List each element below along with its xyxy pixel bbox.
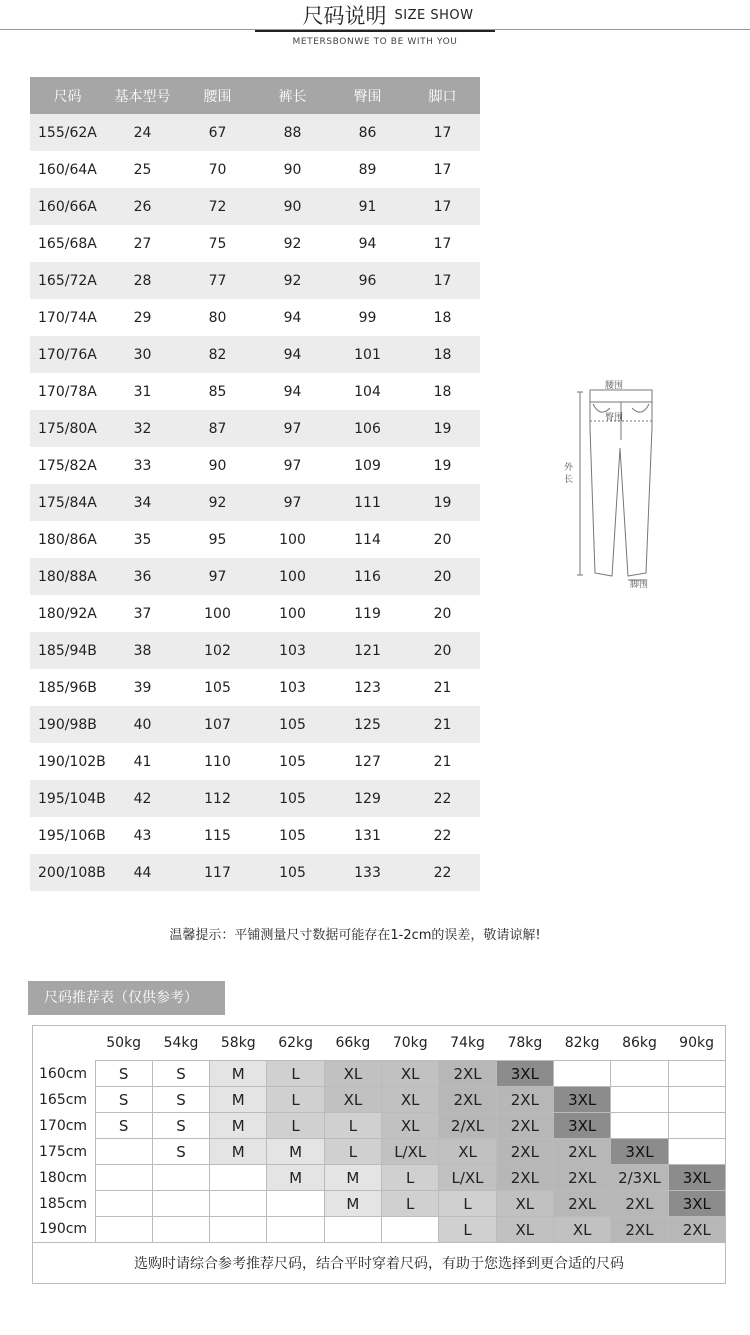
size-cell: 17 — [405, 151, 480, 188]
size-cell: 86 — [330, 114, 405, 151]
size-cell: 35 — [105, 521, 180, 558]
pants-diagram — [560, 378, 670, 593]
size-cell: 37 — [105, 595, 180, 632]
size-cell: 38 — [105, 632, 180, 669]
weight-header: 50kg — [95, 1026, 152, 1061]
recommend-cell: 3XL — [611, 1139, 668, 1165]
size-cell: 94 — [255, 299, 330, 336]
size-cell: 17 — [405, 225, 480, 262]
recommend-cell: XL — [496, 1217, 553, 1243]
size-cell: 92 — [255, 225, 330, 262]
size-cell: 105 — [255, 817, 330, 854]
size-cell: 175/82A — [30, 447, 105, 484]
recommend-cell — [611, 1113, 668, 1139]
weight-header: 66kg — [324, 1026, 381, 1061]
recommend-cell: S — [152, 1139, 209, 1165]
size-row — [30, 706, 480, 743]
size-cell: 94 — [255, 373, 330, 410]
height-label: 170cm — [33, 1113, 96, 1139]
recommend-table — [32, 1025, 726, 1284]
size-row — [30, 780, 480, 817]
size-row — [30, 299, 480, 336]
recommend-cell: S — [152, 1061, 209, 1087]
page-title-en: SIZE SHOW — [394, 7, 474, 23]
size-cell: 127 — [330, 743, 405, 780]
waist-label: 腰围 — [605, 381, 624, 391]
weight-header: 70kg — [382, 1026, 439, 1061]
size-cell: 94 — [330, 225, 405, 262]
recommend-cell: 2XL — [554, 1139, 611, 1165]
size-cell: 18 — [405, 299, 480, 336]
size-col-header: 腰围 — [180, 77, 255, 114]
size-cell: 112 — [180, 780, 255, 817]
size-cell: 20 — [405, 632, 480, 669]
weight-header: 54kg — [152, 1026, 209, 1061]
recommend-corner — [33, 1026, 96, 1061]
size-cell: 160/66A — [30, 188, 105, 225]
size-cell: 131 — [330, 817, 405, 854]
recommend-cell — [382, 1217, 439, 1243]
brand-subtitle: METERSBONWE TO BE WITH YOU — [292, 37, 458, 47]
size-cell: 116 — [330, 558, 405, 595]
size-row — [30, 262, 480, 299]
size-row — [30, 669, 480, 706]
recommend-cell: 2XL — [496, 1113, 553, 1139]
size-cell: 20 — [405, 595, 480, 632]
recommend-cell: XL — [554, 1217, 611, 1243]
recommend-cell: 2XL — [496, 1165, 553, 1191]
size-cell: 22 — [405, 780, 480, 817]
size-cell: 180/88A — [30, 558, 105, 595]
size-cell: 160/64A — [30, 151, 105, 188]
size-cell: 155/62A — [30, 114, 105, 151]
recommend-row — [33, 1191, 726, 1217]
size-row — [30, 632, 480, 669]
recommend-cell: S — [152, 1087, 209, 1113]
recommend-cell — [152, 1191, 209, 1217]
recommend-cell: L — [382, 1191, 439, 1217]
recommend-cell — [668, 1113, 725, 1139]
size-cell: 90 — [255, 188, 330, 225]
size-cell: 17 — [405, 188, 480, 225]
size-row — [30, 743, 480, 780]
recommend-cell — [210, 1217, 267, 1243]
size-cell: 170/76A — [30, 336, 105, 373]
recommend-cell: L — [267, 1061, 324, 1087]
size-cell: 92 — [255, 262, 330, 299]
size-row — [30, 521, 480, 558]
recommend-cell: 2XL — [496, 1139, 553, 1165]
size-cell: 27 — [105, 225, 180, 262]
size-cell: 20 — [405, 521, 480, 558]
size-cell: 95 — [180, 521, 255, 558]
size-cell: 165/68A — [30, 225, 105, 262]
size-cell: 96 — [330, 262, 405, 299]
recommend-cell: 2XL — [668, 1217, 725, 1243]
size-cell: 107 — [180, 706, 255, 743]
size-row — [30, 595, 480, 632]
size-cell: 28 — [105, 262, 180, 299]
size-cell: 31 — [105, 373, 180, 410]
size-cell: 19 — [405, 410, 480, 447]
size-cell: 109 — [330, 447, 405, 484]
recommend-row — [33, 1087, 726, 1113]
recommend-cell: L — [267, 1113, 324, 1139]
size-cell: 30 — [105, 336, 180, 373]
length-label-2: 长 — [564, 475, 574, 485]
recommend-cell: L — [439, 1217, 496, 1243]
size-row — [30, 484, 480, 521]
recommend-cell: S — [95, 1061, 152, 1087]
size-cell: 195/106B — [30, 817, 105, 854]
recommend-cell — [210, 1191, 267, 1217]
size-cell: 26 — [105, 188, 180, 225]
size-col-header: 裤长 — [255, 77, 330, 114]
size-table — [30, 77, 480, 891]
size-cell: 33 — [105, 447, 180, 484]
recommend-cell: XL — [324, 1061, 381, 1087]
weight-header: 58kg — [210, 1026, 267, 1061]
size-cell: 22 — [405, 854, 480, 891]
recommend-cell — [324, 1217, 381, 1243]
recommend-cell: XL — [382, 1087, 439, 1113]
size-cell: 20 — [405, 558, 480, 595]
title-underline — [255, 30, 495, 32]
weight-header: 90kg — [668, 1026, 725, 1061]
size-cell: 180/86A — [30, 521, 105, 558]
recommend-cell: S — [95, 1113, 152, 1139]
size-cell: 105 — [180, 669, 255, 706]
size-cell: 200/108B — [30, 854, 105, 891]
size-cell: 70 — [180, 151, 255, 188]
recommend-cell: M — [324, 1165, 381, 1191]
size-cell: 165/72A — [30, 262, 105, 299]
hem-label: 脚围 — [630, 580, 649, 590]
size-cell: 103 — [255, 632, 330, 669]
recommend-cell — [152, 1165, 209, 1191]
recommend-cell: L — [267, 1087, 324, 1113]
size-cell: 89 — [330, 151, 405, 188]
weight-header: 86kg — [611, 1026, 668, 1061]
size-cell: 19 — [405, 447, 480, 484]
size-cell: 90 — [255, 151, 330, 188]
size-cell: 123 — [330, 669, 405, 706]
recommend-cell — [611, 1061, 668, 1087]
size-cell: 105 — [255, 706, 330, 743]
size-cell: 72 — [180, 188, 255, 225]
size-cell: 97 — [255, 447, 330, 484]
recommend-cell — [95, 1191, 152, 1217]
size-cell: 180/92A — [30, 595, 105, 632]
size-cell: 67 — [180, 114, 255, 151]
size-cell: 87 — [180, 410, 255, 447]
size-cell: 103 — [255, 669, 330, 706]
size-col-header: 尺码 — [30, 77, 105, 114]
recommend-cell: 2/XL — [439, 1113, 496, 1139]
recommend-header — [33, 1026, 726, 1061]
size-cell: 75 — [180, 225, 255, 262]
size-cell: 114 — [330, 521, 405, 558]
size-cell: 32 — [105, 410, 180, 447]
size-row — [30, 447, 480, 484]
size-cell: 100 — [255, 521, 330, 558]
size-cell: 190/98B — [30, 706, 105, 743]
recommend-cell: M — [210, 1087, 267, 1113]
size-cell: 185/94B — [30, 632, 105, 669]
size-cell: 185/96B — [30, 669, 105, 706]
recommend-cell — [668, 1087, 725, 1113]
size-cell: 39 — [105, 669, 180, 706]
page-title-cn: 尺码说明 — [302, 4, 387, 28]
recommend-row — [33, 1113, 726, 1139]
weight-header: 62kg — [267, 1026, 324, 1061]
size-cell: 195/104B — [30, 780, 105, 817]
size-cell: 80 — [180, 299, 255, 336]
recommend-cell: XL — [439, 1139, 496, 1165]
size-row — [30, 151, 480, 188]
size-cell: 175/84A — [30, 484, 105, 521]
recommend-cell: 3XL — [496, 1061, 553, 1087]
size-cell: 42 — [105, 780, 180, 817]
recommend-cell: XL — [382, 1061, 439, 1087]
size-cell: 121 — [330, 632, 405, 669]
recommend-cell: L/XL — [382, 1139, 439, 1165]
height-label: 180cm — [33, 1165, 96, 1191]
recommend-cell: 2XL — [439, 1061, 496, 1087]
height-label: 160cm — [33, 1061, 96, 1087]
size-col-header: 基本型号 — [105, 77, 180, 114]
recommend-cell — [95, 1165, 152, 1191]
recommend-cell: M — [210, 1139, 267, 1165]
recommend-row — [33, 1061, 726, 1087]
size-cell: 18 — [405, 373, 480, 410]
height-label: 190cm — [33, 1217, 96, 1243]
recommend-cell: L — [324, 1113, 381, 1139]
recommend-cell — [210, 1165, 267, 1191]
size-cell: 170/78A — [30, 373, 105, 410]
size-cell: 94 — [255, 336, 330, 373]
size-cell: 43 — [105, 817, 180, 854]
recommend-cell — [267, 1217, 324, 1243]
size-cell: 99 — [330, 299, 405, 336]
weight-header: 82kg — [554, 1026, 611, 1061]
size-cell: 85 — [180, 373, 255, 410]
recommend-cell: 3XL — [554, 1113, 611, 1139]
size-row — [30, 817, 480, 854]
size-row — [30, 114, 480, 151]
recommend-cell: M — [324, 1191, 381, 1217]
size-cell: 100 — [180, 595, 255, 632]
recommend-cell: 2XL — [439, 1087, 496, 1113]
recommend-cell: 3XL — [668, 1191, 725, 1217]
size-cell: 21 — [405, 743, 480, 780]
size-cell: 82 — [180, 336, 255, 373]
size-cell: 125 — [330, 706, 405, 743]
recommend-cell: M — [267, 1165, 324, 1191]
recommend-cell — [152, 1217, 209, 1243]
size-table-header — [30, 77, 480, 114]
recommend-row — [33, 1217, 726, 1243]
size-col-header: 脚口 — [405, 77, 480, 114]
recommend-cell: L — [439, 1191, 496, 1217]
size-cell: 102 — [180, 632, 255, 669]
recommend-cell — [95, 1217, 152, 1243]
size-cell: 175/80A — [30, 410, 105, 447]
recommend-cell: M — [210, 1113, 267, 1139]
size-cell: 117 — [180, 854, 255, 891]
size-row — [30, 558, 480, 595]
recommend-cell: S — [152, 1113, 209, 1139]
recommend-cell — [668, 1061, 725, 1087]
recommend-cell: XL — [324, 1087, 381, 1113]
size-cell: 29 — [105, 299, 180, 336]
size-cell: 77 — [180, 262, 255, 299]
recommend-cell: 2XL — [611, 1217, 668, 1243]
weight-header: 74kg — [439, 1026, 496, 1061]
size-cell: 190/102B — [30, 743, 105, 780]
size-cell: 101 — [330, 336, 405, 373]
recommend-cell: S — [95, 1087, 152, 1113]
recommend-cell: 2XL — [554, 1165, 611, 1191]
size-col-header: 臀围 — [330, 77, 405, 114]
recommend-cell: M — [210, 1061, 267, 1087]
size-cell: 129 — [330, 780, 405, 817]
size-cell: 104 — [330, 373, 405, 410]
size-cell: 111 — [330, 484, 405, 521]
recommend-title: 尺码推荐表（仅供参考） — [28, 981, 225, 1015]
recommend-cell: 2XL — [554, 1191, 611, 1217]
measurement-tip: 温馨提示：平铺测量尺寸数据可能存在1-2cm的误差，敬请谅解! — [169, 928, 541, 943]
size-cell: 97 — [180, 558, 255, 595]
recommend-cell — [668, 1139, 725, 1165]
recommend-note: 选购时请综合参考推荐尺码，结合平时穿着尺码，有助于您选择到更合适的尺码 — [33, 1243, 726, 1284]
size-cell: 90 — [180, 447, 255, 484]
recommend-cell: 2XL — [496, 1087, 553, 1113]
size-cell: 115 — [180, 817, 255, 854]
size-cell: 106 — [330, 410, 405, 447]
weight-header: 78kg — [496, 1026, 553, 1061]
recommend-cell — [554, 1061, 611, 1087]
size-cell: 91 — [330, 188, 405, 225]
size-cell: 34 — [105, 484, 180, 521]
size-cell: 100 — [255, 595, 330, 632]
height-label: 185cm — [33, 1191, 96, 1217]
recommend-row — [33, 1165, 726, 1191]
height-label: 165cm — [33, 1087, 96, 1113]
size-cell: 92 — [180, 484, 255, 521]
size-cell: 18 — [405, 336, 480, 373]
size-cell: 110 — [180, 743, 255, 780]
recommend-cell: XL — [382, 1113, 439, 1139]
recommend-cell: 3XL — [668, 1165, 725, 1191]
size-row — [30, 410, 480, 447]
size-cell: 44 — [105, 854, 180, 891]
size-cell: 119 — [330, 595, 405, 632]
recommend-cell: M — [267, 1139, 324, 1165]
size-cell: 105 — [255, 743, 330, 780]
size-cell: 22 — [405, 817, 480, 854]
page-title — [278, 0, 498, 29]
size-cell: 17 — [405, 114, 480, 151]
recommend-cell: L — [324, 1139, 381, 1165]
height-label: 175cm — [33, 1139, 96, 1165]
recommend-cell — [611, 1087, 668, 1113]
size-cell: 24 — [105, 114, 180, 151]
size-row — [30, 373, 480, 410]
recommend-cell: L — [382, 1165, 439, 1191]
size-cell: 170/74A — [30, 299, 105, 336]
size-cell: 25 — [105, 151, 180, 188]
size-cell: 100 — [255, 558, 330, 595]
size-cell: 21 — [405, 706, 480, 743]
hip-label: 臀围 — [605, 413, 624, 423]
recommend-cell: XL — [496, 1191, 553, 1217]
size-cell: 21 — [405, 669, 480, 706]
size-cell: 133 — [330, 854, 405, 891]
size-row — [30, 336, 480, 373]
recommend-cell: L/XL — [439, 1165, 496, 1191]
length-label-1: 外 — [564, 463, 574, 473]
size-cell: 88 — [255, 114, 330, 151]
recommend-cell: 3XL — [554, 1087, 611, 1113]
size-cell: 36 — [105, 558, 180, 595]
size-row — [30, 225, 480, 262]
recommend-cell — [95, 1139, 152, 1165]
size-row — [30, 854, 480, 891]
size-cell: 97 — [255, 410, 330, 447]
size-cell: 17 — [405, 262, 480, 299]
pants-waistband — [590, 390, 652, 402]
size-cell: 105 — [255, 854, 330, 891]
recommend-cell: 2XL — [611, 1191, 668, 1217]
recommend-cell: 2/3XL — [611, 1165, 668, 1191]
recommend-row — [33, 1139, 726, 1165]
size-cell: 41 — [105, 743, 180, 780]
size-row — [30, 188, 480, 225]
size-cell: 19 — [405, 484, 480, 521]
size-cell: 97 — [255, 484, 330, 521]
recommend-cell — [267, 1191, 324, 1217]
size-cell: 105 — [255, 780, 330, 817]
size-cell: 40 — [105, 706, 180, 743]
